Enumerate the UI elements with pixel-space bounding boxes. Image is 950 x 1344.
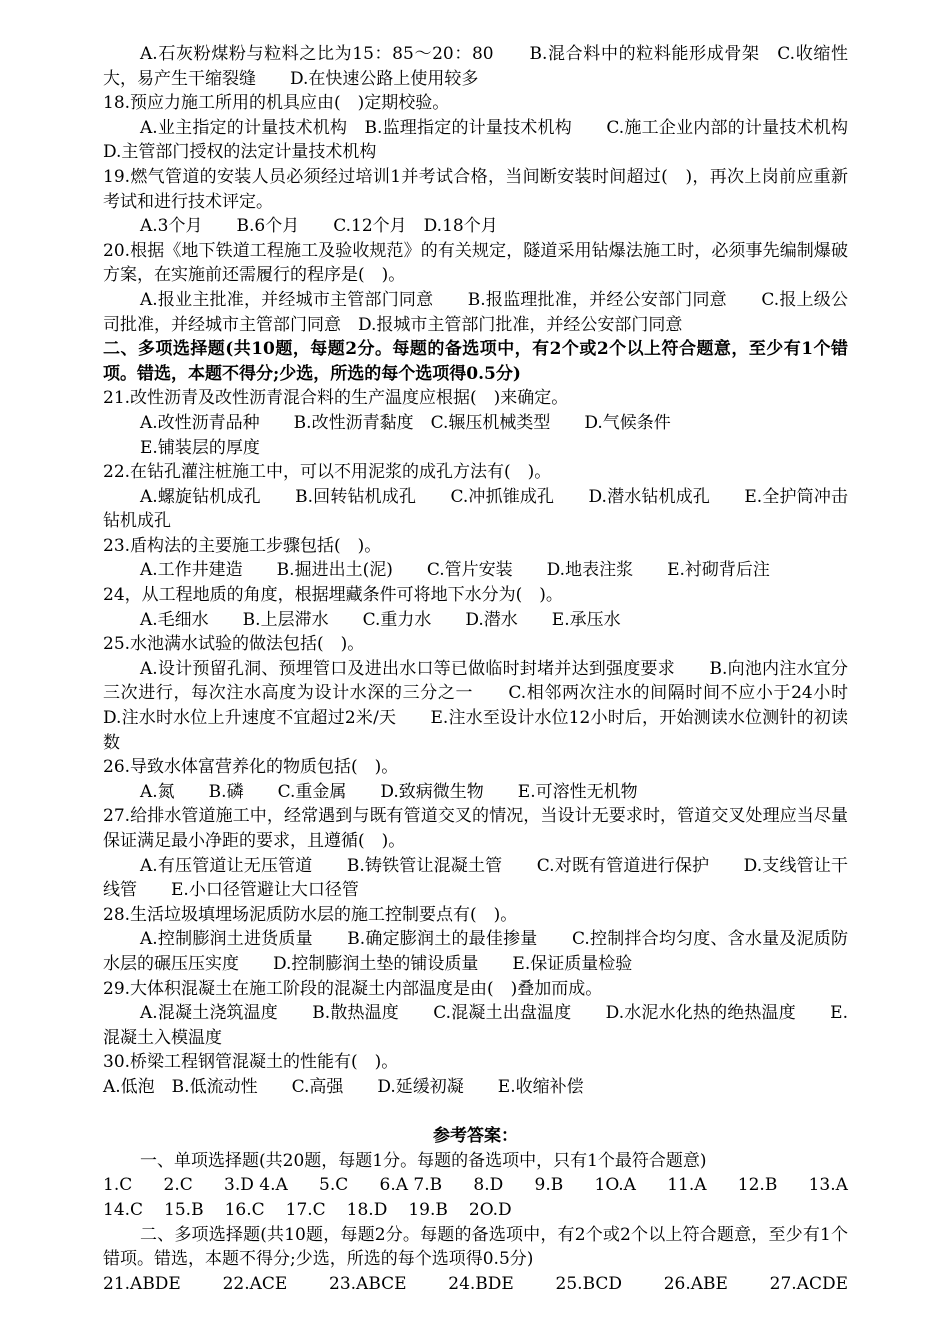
spacer xyxy=(103,1100,848,1125)
options-text: A.控制膨润土进货质量 B.确定膨润土的最佳掺量 C.控制拌合均匀度、含水量及泥质防水层的碾压压实度 D.控制膨润土垫的铺设质量 E.保证质量检验 xyxy=(103,929,848,974)
question-text: 22.在钻孔灌注桩施工中，可以不用泥浆的成孔方法有( )。 xyxy=(103,462,552,483)
answer-item: 9.B xyxy=(534,1175,564,1196)
question-text: 29.大体积混凝土在施工阶段的混凝土内部温度是由( )叠加而成。 xyxy=(103,978,603,999)
document-content xyxy=(103,42,882,1296)
answer-item: 1.C xyxy=(103,1175,133,1196)
answer-item: 23.ABCE xyxy=(329,1273,407,1294)
answer-item: 1O.A xyxy=(594,1175,636,1196)
question-text: 21.改性沥青及改性沥青混合料的生产温度应根据( )来确定。 xyxy=(103,388,569,409)
question-text: 26.导致水体富营养化的物质包括( )。 xyxy=(103,757,399,778)
question-text: 23.盾构法的主要施工步骤包括( )。 xyxy=(103,535,382,556)
answer-item: 21.ABDE xyxy=(103,1273,181,1294)
options-text: A.报业主批准，并经城市主管部门同意 B.报监理批准，并经公安部门同意 C.报上级公司批准，并经城市主管部门同意 D.报城市主管部门批准，并经公安部门同意 xyxy=(103,289,848,335)
options-text: A.毛细水 B.上层滞水 C.重力水 D.潜水 E.承压水 xyxy=(140,609,621,630)
answer-item: 3.D 4.A xyxy=(224,1175,288,1196)
section-heading: 二、多项选择题(共10题，每题2分。每题的备选项中，有2个或2个以上符合题意，至少有1个错项。错选，本题不得分;少选，所选的每个选项得0.5分) xyxy=(103,339,848,384)
answer-item: 16.C xyxy=(224,1199,265,1220)
options-text: E.铺装层的厚度 xyxy=(140,437,260,458)
section1-answers-row1 xyxy=(103,1173,848,1198)
answer-item: 11.A xyxy=(667,1175,707,1196)
answer-item: 8.D xyxy=(473,1175,504,1196)
options-text: A.3个月 B.6个月 C.12个月 D.18个月 xyxy=(140,216,498,237)
options-text: A.改性沥青品种 B.改性沥青黏度 C.辗压机械类型 D.气候条件 xyxy=(140,412,671,433)
section1-answers-row2 xyxy=(103,1198,848,1223)
answer-item: 27.ACDE xyxy=(769,1273,848,1294)
question-text: 30.桥梁工程钢管混凝土的性能有( )。 xyxy=(103,1052,399,1073)
answer-item: 5.C xyxy=(319,1175,349,1196)
answer-item: 13.A xyxy=(808,1175,848,1196)
question-text: 24，从工程地质的角度，根据埋藏条件可将地下水分为( )。 xyxy=(103,585,563,606)
answer-item: 2.C xyxy=(163,1175,193,1196)
options-text: A.石灰粉煤粉与粒料之比为15：85～20：80 B.混合料中的粒料能形成骨架 C.收缩性大，易产生干缩裂缝 D.在快速公路上使用较多 xyxy=(103,44,848,89)
section2-answers-row xyxy=(103,1272,848,1297)
question-text: 28.生活垃圾填埋场泥质防水层的施工控制要点有( )。 xyxy=(103,904,518,925)
options-text: A.有压管道让无压管道 B.铸铁管让混凝土管 C.对既有管道进行保护 D.支线管让干线管 E.小口径管避让大口径管 xyxy=(103,855,848,901)
answer-item: 2O.D xyxy=(468,1199,512,1220)
answer-item: 18.D xyxy=(346,1199,388,1220)
answer-item: 22.ACE xyxy=(222,1273,288,1294)
options-text: A.设计预留孔洞、预埋管口及进出水口等已做临时封堵并达到强度要求 B.向池内注水宜分三次进行，每次注水高度为设计水深的三分之一 C.相邻两次注水的间隔时间不应小于24小时 D.注水时水位上升速度不宜超过2米/天 E.注水至设计水位12小时后，开始测读水位测针的初读数 xyxy=(103,658,882,753)
section1-note: 一、单项选择题(共20题，每题1分。每题的备选项中，只有1个最符合题意) xyxy=(140,1150,707,1171)
answer-item: 19.B xyxy=(408,1199,448,1220)
answer-item: 17.C xyxy=(285,1199,326,1220)
answer-item: 12.B xyxy=(737,1175,778,1196)
question-text: 25.水池满水试验的做法包括( )。 xyxy=(103,634,365,655)
answer-item: 25.BCD xyxy=(555,1273,623,1294)
answer-item: 6.A 7.B xyxy=(379,1175,443,1196)
question-text: 27.给排水管道施工中，经常遇到与既有管道交叉的情况，当设计无要求时，管道交叉处理应当尽量保证满足最小净距的要求，且遵循( )。 xyxy=(103,806,848,851)
answer-item: 24.BDE xyxy=(448,1273,514,1294)
question-text: 18.预应力施工所用的机具应由( )定期校验。 xyxy=(103,93,450,114)
question-text: 19.燃气管道的安装人员必须经过培训1并考试合格，当间断安装时间超过( )，再次上岗前应重新考试和进行技术评定。 xyxy=(103,166,848,212)
question-list xyxy=(103,42,882,1100)
options-text: A.混凝土浇筑温度 B.散热温度 C.混凝土出盘温度 D.水泥水化热的绝热温度 E.混凝土入模温度 xyxy=(103,1003,848,1048)
answer-item: 14.C xyxy=(103,1199,144,1220)
answer-item: 26.ABE xyxy=(663,1273,728,1294)
options-text: A.氮 B.磷 C.重金属 D.致病微生物 E.可溶性无机物 xyxy=(140,781,638,802)
options-text: A.业主指定的计量技术机构 B.监理指定的计量技术机构 C.施工企业内部的计量技术机构 D.主管部门授权的法定计量技术机构 xyxy=(103,117,882,163)
answer-item: 15.B xyxy=(164,1199,204,1220)
question-text: 20.根据《地下铁道工程施工及验收规范》的有关规定，隧道采用钻爆法施工时，必须事先编制爆破方案，在实施前还需履行的程序是( )。 xyxy=(103,240,848,286)
options-text: A.螺旋钻机成孔 B.回转钻机成孔 C.冲抓锥成孔 D.潜水钻机成孔 E.全护筒冲击钻机成孔 xyxy=(103,486,848,532)
question-text: A.低泡 B.低流动性 C.高强 D.延缓初凝 E.收缩补偿 xyxy=(103,1076,584,1097)
section2-note: 二、多项选择题(共10题，每题2分。每题的备选项中，有2个或2个以上符合题意，至少有1个错项。错选，本题不得分;少选，所选的每个选项得0.5分) xyxy=(103,1224,848,1270)
answers-title: 参考答案： xyxy=(433,1126,518,1147)
options-text: A.工作井建造 B.掘进出土(泥) C.管片安装 D.地表注浆 E.衬砌背后注 xyxy=(140,560,770,581)
